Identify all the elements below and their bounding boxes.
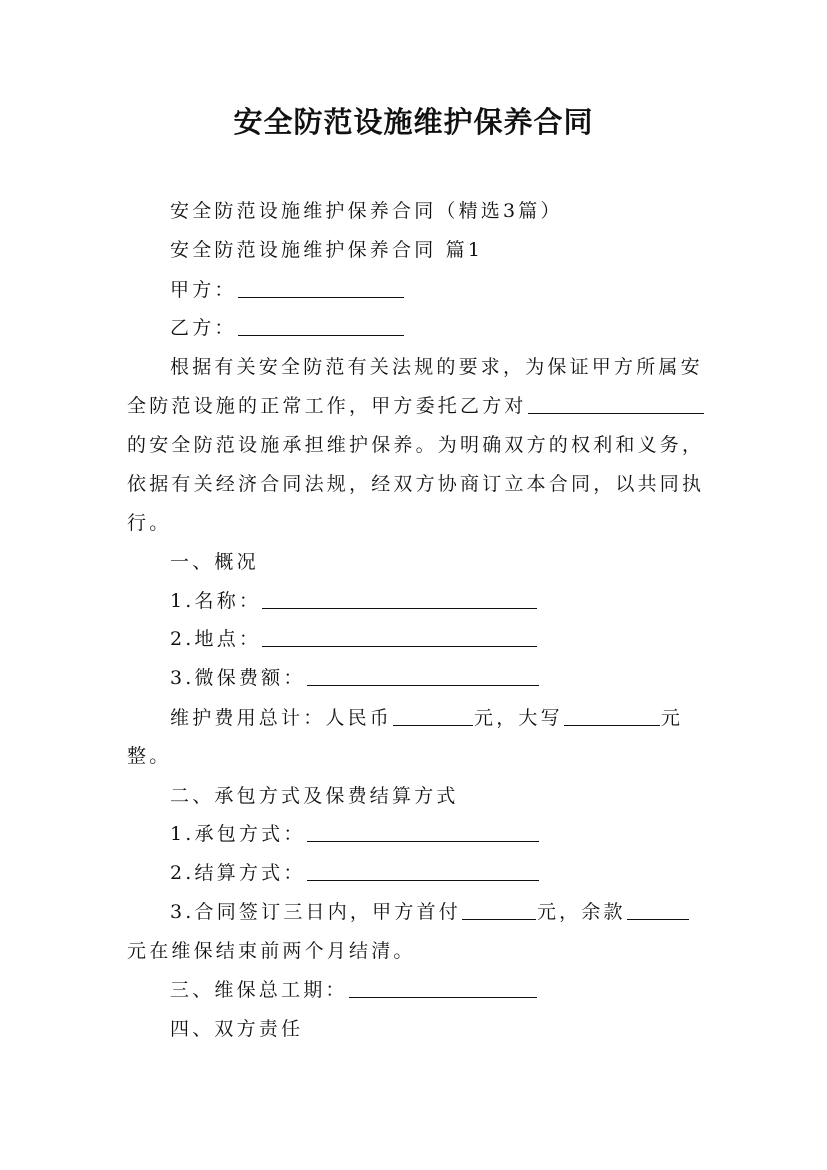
duration-blank: [349, 977, 537, 998]
total-line: [170, 703, 683, 733]
duration-label: 三、维保总工期：: [170, 979, 348, 1001]
balance-blank: [627, 899, 689, 920]
party-b-line: [170, 313, 405, 343]
heading-contract-method: 二、承包方式及保费结算方式: [170, 785, 459, 807]
settle-method-line: [170, 858, 540, 888]
payment-label-2: 元，余款: [536, 901, 626, 923]
settle-method-label: 2.结算方式：: [170, 862, 306, 884]
paragraph-line: [127, 391, 705, 421]
heading-overview: 一、概况: [170, 551, 259, 573]
paragraph-line: 行。: [127, 512, 172, 534]
settle-method-blank: [307, 860, 539, 881]
total-label-3: 元: [660, 707, 684, 729]
total-uppercase-blank: [564, 705, 660, 726]
subtitle: 安全防范设施维护保养合同（精选3篇）: [170, 200, 563, 222]
duration-line: [170, 975, 538, 1005]
party-a-line: [170, 275, 405, 305]
paragraph-text: 全防范设施的正常工作，甲方委托乙方对: [127, 395, 527, 417]
item-location-line: [170, 624, 538, 654]
party-b-blank: [238, 315, 404, 336]
item-fee-label: 3.微保费额：: [170, 667, 306, 689]
payment-label: 3.合同签订三日内，甲方首付: [170, 901, 461, 923]
document-title: 安全防范设施维护保养合同: [233, 105, 594, 139]
total-label: 维护费用总计：人民币: [170, 707, 393, 729]
item-name-line: [170, 586, 538, 616]
total-label-2: 元，大写: [474, 707, 563, 729]
paragraph-line: 根据有关安全防范有关法规的要求，为保证甲方所属安: [170, 356, 703, 378]
section-heading: 安全防范设施维护保养合同 篇1: [170, 239, 484, 261]
total-line-end: 整。: [127, 745, 172, 767]
item-location-label: 2.地点：: [170, 628, 262, 650]
object-blank: [528, 393, 704, 414]
party-a-blank: [238, 277, 404, 298]
total-amount-blank: [393, 705, 473, 726]
heading-responsibilities: 四、双方责任: [170, 1018, 304, 1040]
contract-method-line: [170, 819, 540, 849]
payment-line: [170, 897, 690, 927]
paragraph-line: 依据有关经济合同法规，经双方协商订立本合同，以共同执: [127, 473, 705, 495]
item-fee-blank: [307, 665, 539, 686]
contract-method-label: 1.承包方式：: [170, 823, 306, 845]
payment-line-end: 元在维保结束前两个月结清。: [127, 940, 416, 962]
item-location-blank: [262, 626, 537, 647]
paragraph-line: 的安全防范设施承担维护保养。为明确双方的权利和义务，: [127, 434, 705, 456]
item-fee-line: [170, 663, 540, 693]
party-a-label: 甲方：: [170, 279, 237, 301]
contract-method-blank: [307, 821, 539, 842]
item-name-blank: [262, 588, 537, 609]
item-name-label: 1.名称：: [170, 590, 262, 612]
first-payment-blank: [462, 899, 536, 920]
party-b-label: 乙方：: [170, 317, 237, 339]
